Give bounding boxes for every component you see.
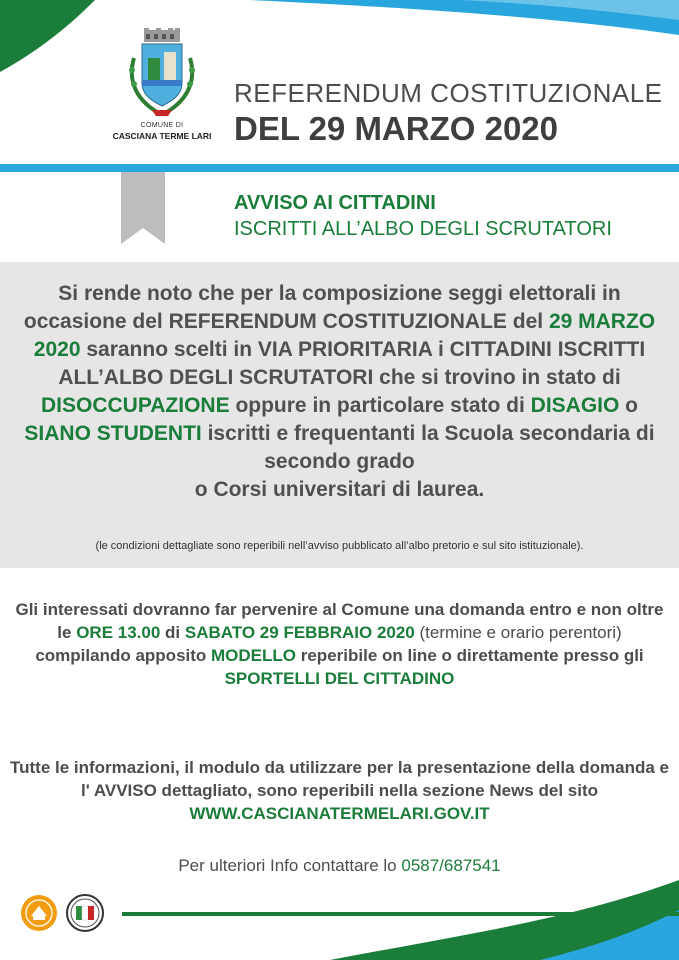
notice-text-3: oppure in particolare stato di	[229, 394, 531, 417]
tricolor-seal-icon	[66, 894, 104, 932]
comune-name: CASCIANA TERME LARI	[112, 131, 212, 141]
referendum-date: DEL 29 MARZO 2020	[234, 110, 559, 147]
orange-logo-icon	[20, 894, 58, 932]
deadline-text-5: reperibile on line o direttamente presso gli	[296, 646, 644, 665]
contact-prefix: Per ulteriori Info contattare lo	[178, 856, 402, 875]
highlight-deadline-date: SABATO 29 FEBBRAIO 2020	[184, 623, 415, 642]
header-divider	[0, 164, 679, 172]
info-text-1: Tutte le informazioni, il modulo da utilizzare per la presentazione della domanda e l' AVVISO dettagliato, sono reperibili nella sezione News del sito	[10, 758, 670, 800]
notice-text-4: o	[619, 394, 639, 417]
highlight-disagio: DISAGIO	[530, 394, 620, 417]
main-notice-text	[10, 280, 669, 504]
notice-text-5: iscritti e frequentanti la Scuola secondaria di secondo grado	[201, 422, 655, 473]
website-link[interactable]: WWW.CASCIANATERMELARI.GOV.IT	[189, 804, 490, 823]
notice-text-6: o Corsi universitari di laurea.	[194, 478, 485, 501]
deadline-text-1: Gli interessati dovranno far pervenire al Comune una domanda entro e non oltre le	[15, 600, 664, 642]
deadline-text-2: di	[160, 623, 185, 642]
ribbon-bookmark-icon	[121, 172, 165, 244]
deadline-text-4: compilando apposito	[35, 646, 212, 665]
referendum-title: REFERENDUM COSTITUZIONALE	[234, 78, 663, 108]
avviso-title: AVVISO AI CITTADINI	[234, 192, 436, 214]
highlight-sportelli: SPORTELLI DEL CITTADINO	[224, 669, 455, 688]
phone-number[interactable]: 0587/687541	[401, 856, 501, 875]
notice-text-1: Si rende noto che per la composizione seggi elettorali in occasione del REFERENDUM COSTITUZIONALE del	[23, 282, 621, 333]
deadline-text-3: (termine e orario perentori)	[414, 623, 622, 642]
highlight-date: 29 MARZO 2020	[33, 310, 656, 361]
notice-footnote: (le condizioni dettagliate sono reperibili nell’avviso pubblicato all’albo pretorio e sul sito istituzionale).	[95, 540, 584, 552]
info-text	[10, 756, 669, 825]
deadline-text	[10, 598, 669, 690]
highlight-time: ORE 13.00	[76, 623, 161, 642]
municipal-crest-icon	[112, 28, 212, 148]
contact-info	[0, 856, 679, 876]
highlight-modello: MODELLO	[211, 646, 297, 665]
highlight-disoccupazione: DISOCCUPAZIONE	[40, 394, 230, 417]
avviso-subtitle: ISCRITTI ALL’ALBO DEGLI SCRUTATORI	[234, 218, 612, 240]
highlight-studenti: SIANO STUDENTI	[24, 422, 202, 445]
notice-text-2: saranno scelti in VIA PRIORITARIA i CITTADINI ISCRITTI ALL’ALBO DEGLI SCRUTATORI che si trovino in stato di	[58, 338, 646, 389]
footer-divider	[122, 912, 679, 916]
comune-prefix: COMUNE DI	[140, 122, 184, 129]
